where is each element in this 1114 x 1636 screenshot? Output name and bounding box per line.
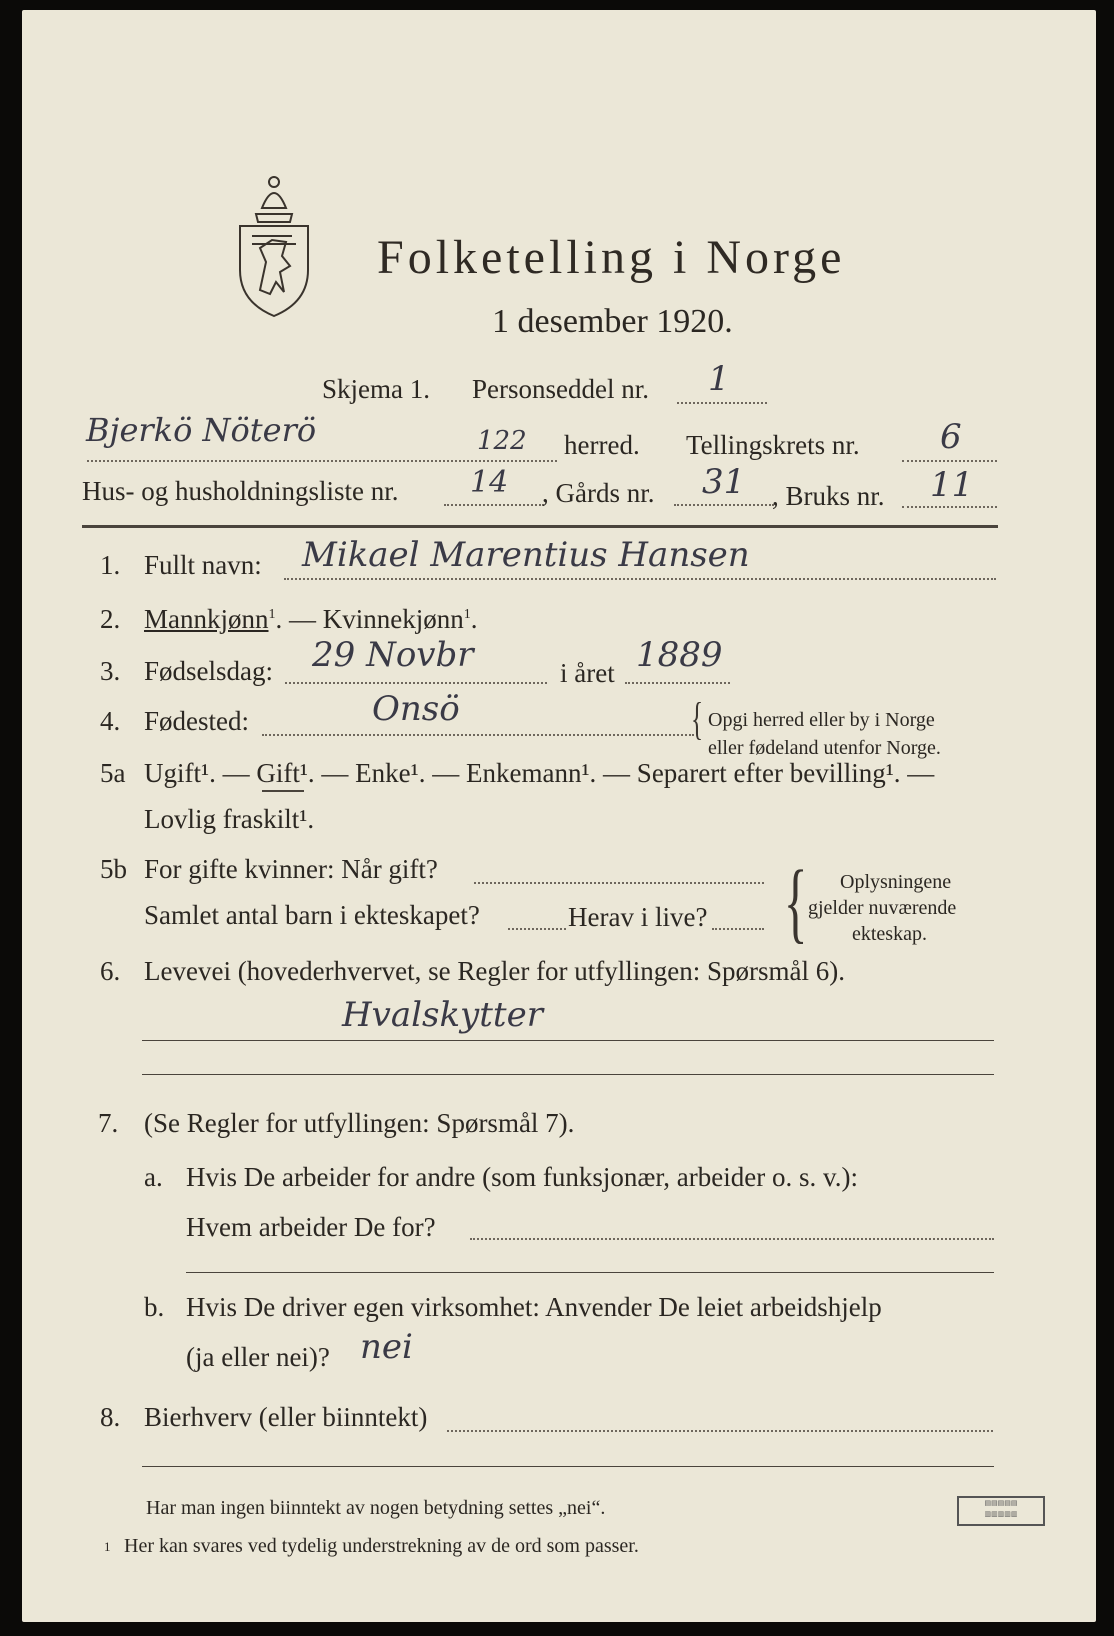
herred-label: herred.: [564, 430, 640, 460]
gards-value: 31: [702, 462, 746, 502]
q3-year-field-line: [625, 682, 730, 684]
q7a-label: Hvis De arbeider for andre (som funksjonær, arbeider o. s. v.):: [186, 1162, 858, 1192]
q4-number: 4.: [100, 706, 121, 736]
gards-field-line: [674, 504, 774, 506]
q3-number: 3.: [100, 656, 121, 686]
bruks-label: , Bruks nr.: [772, 481, 885, 511]
q7a-field-line-2: [186, 1272, 994, 1273]
census-date: 1 desember 1920.: [492, 303, 733, 340]
q3-label: Fødselsdag:: [144, 656, 274, 686]
q7b-label: Hvis De driver egen virksomhet: Anvender De leiet arbeidshjelp: [186, 1292, 882, 1322]
q1-field-line: [284, 578, 996, 580]
q6-number: 6.: [100, 956, 121, 986]
q5a-marital-options: Ugift¹. — Gift¹. — Enke¹. — Enkemann¹. — Separert efter bevilling¹. —: [144, 758, 935, 788]
hus-label: Hus- og husholdningsliste nr.: [82, 476, 399, 506]
q8-label: Bierhverv (eller biinntekt): [144, 1402, 428, 1432]
q6-field-line-2: [142, 1074, 994, 1075]
q2-footnote-ref-1: 1: [268, 607, 276, 622]
tellingskrets-value: 6: [940, 417, 962, 457]
q5b-married-field-line: [474, 882, 764, 884]
q4-field-line: [262, 734, 694, 736]
q3-value: 29 Novbr: [312, 635, 474, 675]
q5a-gift-underline: [262, 790, 304, 792]
q6-value: Hvalskytter: [342, 995, 543, 1035]
herred-number: 122: [477, 426, 527, 456]
q5b-alive-label: Herav i live?: [568, 902, 708, 932]
q1-label: Fullt navn:: [144, 550, 262, 580]
footnote-text: Her kan svares ved tydelig understrekning av de ord som passer.: [124, 1535, 639, 1557]
q4-brace: {: [690, 693, 704, 744]
q5a-marital-options-cont: Lovlig fraskilt¹.: [144, 804, 315, 834]
q3-year-value: 1889: [636, 635, 723, 675]
q7a-employer-field-line: [470, 1238, 994, 1240]
printer-mark-icon: ▤▤▤▤▤ ▥▥▥▥▥: [957, 1496, 1045, 1526]
herred-value: Bjerkö Nöterö: [86, 411, 317, 449]
bruks-value: 11: [930, 465, 974, 505]
q5b-alive-field-line: [712, 928, 764, 930]
q1-value: Mikael Marentius Hansen: [302, 535, 750, 575]
q5b-children-field-line: [508, 928, 566, 930]
hus-value: 14: [470, 465, 509, 500]
q7-label: (Se Regler for utfyllingen: Spørsmål 7).: [144, 1108, 575, 1138]
q4-note-line-1: Opgi herred eller by i Norge: [708, 709, 935, 731]
q7b-letter: b.: [144, 1292, 165, 1322]
bruks-field-line: [902, 506, 997, 508]
q5b-number: 5b: [100, 854, 127, 884]
personseddel-value: 1: [708, 359, 730, 399]
form-title: Folketelling i Norge: [377, 231, 846, 284]
q7-number: 7.: [98, 1108, 119, 1138]
q5b-note-line-2: gjelder nuværende: [808, 897, 957, 919]
q5b-brace: {: [783, 853, 808, 952]
personseddel-field-line: [677, 402, 767, 404]
footer-note: Har man ingen biinntekt av nogen betydning settes „nei“.: [146, 1497, 606, 1519]
q7a-letter: a.: [144, 1162, 163, 1192]
q2-end: .: [470, 604, 478, 634]
q4-note-line-2: eller fødeland utenfor Norge.: [708, 737, 941, 759]
hus-field-line: [444, 504, 544, 506]
q5a-number: 5a: [100, 758, 126, 788]
q4-label: Fødested:: [144, 706, 249, 736]
q5b-married-label: For gifte kvinner: Når gift?: [144, 854, 438, 884]
q3-year-label: i året: [560, 658, 615, 688]
q6-field-line-1: [142, 1040, 994, 1041]
gards-label: , Gårds nr.: [542, 478, 655, 508]
q7a-employer-label: Hvem arbeider De for?: [186, 1212, 436, 1242]
q7b-yesno-label: (ja eller nei)?: [186, 1342, 330, 1372]
q2-footnote-ref-2: 1: [463, 607, 471, 622]
census-form: [22, 10, 1096, 1622]
q2-number: 2.: [100, 604, 121, 634]
q5b-note-line-3: ekteskap.: [852, 923, 927, 945]
q8-field-line-2: [142, 1466, 994, 1467]
personseddel-label: Personseddel nr.: [472, 374, 649, 404]
q8-field-line: [447, 1430, 993, 1432]
q6-label: Levevei (hovederhvervet, se Regler for utfyllingen: Spørsmål 6).: [144, 956, 846, 986]
q3-field-line: [285, 682, 547, 684]
q2-mann-option: Mannkjønn: [144, 604, 269, 634]
q2-kvinne-option: . — Kvinnekjønn: [275, 604, 464, 634]
herred-field-line: [87, 460, 557, 462]
skjema-label: Skjema 1.: [322, 374, 430, 404]
q4-value: Onsö: [372, 689, 460, 729]
footnote-number: 1: [104, 1539, 111, 1554]
q7b-value: nei: [360, 1327, 413, 1367]
header-divider: [82, 525, 998, 528]
q5b-note-line-1: Oplysningene: [840, 871, 952, 893]
tellingskrets-field-line: [902, 460, 997, 462]
q2-sex-options: [144, 606, 478, 633]
coat-of-arms-icon: [232, 170, 316, 320]
q5b-children-label: Samlet antal barn i ekteskapet?: [144, 900, 480, 930]
q8-number: 8.: [100, 1402, 121, 1432]
q1-number: 1.: [100, 550, 121, 580]
tellingskrets-label: Tellingskrets nr.: [686, 430, 860, 460]
